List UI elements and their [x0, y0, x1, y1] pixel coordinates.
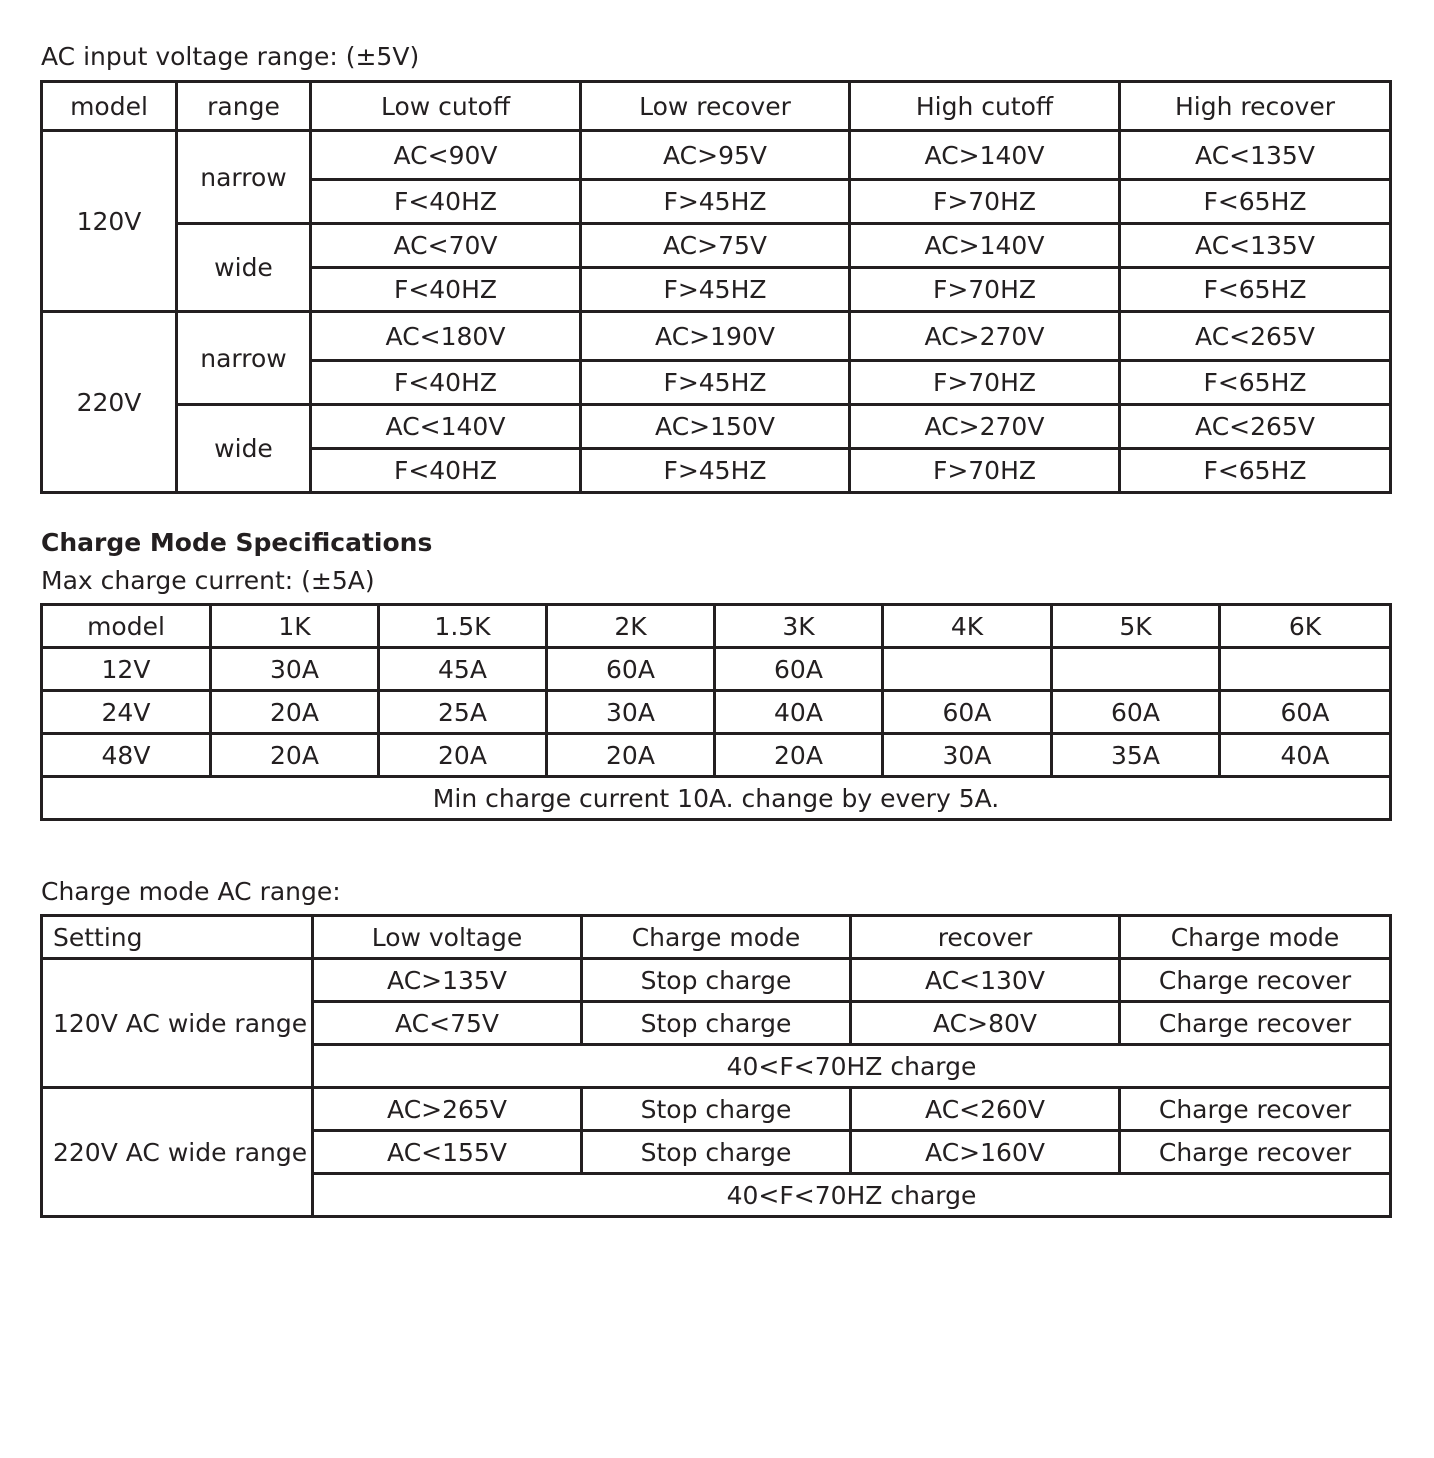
- table-header-row: [42, 605, 1391, 648]
- value-cell: F>45HZ: [581, 449, 850, 493]
- value-cell: AC>150V: [581, 405, 850, 449]
- header-cell: model: [42, 82, 177, 131]
- header-cell: 5K: [1052, 605, 1220, 648]
- value-cell: AC<140V: [311, 405, 581, 449]
- header-cell: model: [42, 605, 211, 648]
- value-cell: AC>190V: [581, 312, 850, 361]
- value-cell: 20A: [211, 691, 379, 734]
- value-cell: AC<90V: [311, 131, 581, 180]
- charge-current-table: [40, 603, 1392, 821]
- value-cell: 40A: [715, 691, 883, 734]
- header-cell: 4K: [883, 605, 1052, 648]
- table-footer-row: [42, 777, 1391, 820]
- range-cell: wide: [177, 224, 311, 312]
- value-cell: F>45HZ: [581, 180, 850, 224]
- table-row: [42, 648, 1391, 691]
- table-header-row: [42, 916, 1391, 959]
- frequency-note: 40<F<70HZ charge: [313, 1045, 1391, 1088]
- value-cell: 60A: [883, 691, 1052, 734]
- value-cell: Charge recover: [1120, 959, 1391, 1002]
- table-row: [42, 131, 1391, 180]
- value-cell: 45A: [379, 648, 547, 691]
- value-cell: F<40HZ: [311, 361, 581, 405]
- value-cell: AC>160V: [851, 1131, 1120, 1174]
- value-cell: 40A: [1220, 734, 1391, 777]
- header-cell: High recover: [1120, 82, 1391, 131]
- value-cell: AC>95V: [581, 131, 850, 180]
- value-cell: Charge recover: [1120, 1002, 1391, 1045]
- header-cell: Low recover: [581, 82, 850, 131]
- setting-cell: 120V AC wide range: [42, 959, 313, 1088]
- value-cell: AC<265V: [1120, 312, 1391, 361]
- value-cell: AC<155V: [313, 1131, 582, 1174]
- value-cell: 20A: [715, 734, 883, 777]
- footer-note: Min charge current 10A. change by every 5A.: [42, 777, 1391, 820]
- charge-mode-heading: Charge Mode Specifications: [41, 528, 433, 557]
- value-cell: F>70HZ: [850, 268, 1120, 312]
- value-cell: Stop charge: [582, 959, 851, 1002]
- header-cell: Charge mode: [1120, 916, 1391, 959]
- value-cell: Stop charge: [582, 1088, 851, 1131]
- value-cell: AC>270V: [850, 405, 1120, 449]
- value-cell: AC>75V: [581, 224, 850, 268]
- value-cell: AC>140V: [850, 224, 1120, 268]
- value-cell: F>70HZ: [850, 361, 1120, 405]
- range-cell: narrow: [177, 312, 311, 405]
- table-row: [42, 405, 1391, 449]
- value-cell: AC>135V: [313, 959, 582, 1002]
- value-cell: 25A: [379, 691, 547, 734]
- value-cell: F<40HZ: [311, 268, 581, 312]
- header-cell: range: [177, 82, 311, 131]
- value-cell: 30A: [211, 648, 379, 691]
- value-cell: F<65HZ: [1120, 361, 1391, 405]
- model-cell: 12V: [42, 648, 211, 691]
- value-cell: AC<70V: [311, 224, 581, 268]
- value-cell: 60A: [715, 648, 883, 691]
- setting-cell: 220V AC wide range: [42, 1088, 313, 1217]
- value-cell: 60A: [547, 648, 715, 691]
- header-cell: Low voltage: [313, 916, 582, 959]
- value-cell: AC>270V: [850, 312, 1120, 361]
- model-cell: 48V: [42, 734, 211, 777]
- table-row: [42, 959, 1391, 1002]
- header-cell: 3K: [715, 605, 883, 648]
- value-cell: AC<130V: [851, 959, 1120, 1002]
- range-cell: wide: [177, 405, 311, 493]
- value-cell: F>45HZ: [581, 361, 850, 405]
- value-cell: 60A: [1052, 691, 1220, 734]
- value-cell: [1052, 648, 1220, 691]
- header-cell: 6K: [1220, 605, 1391, 648]
- input-voltage-caption: AC input voltage range: (±5V): [41, 42, 420, 71]
- value-cell: 30A: [547, 691, 715, 734]
- value-cell: F<65HZ: [1120, 268, 1391, 312]
- header-cell: 2K: [547, 605, 715, 648]
- header-cell: Low cutoff: [311, 82, 581, 131]
- value-cell: AC<75V: [313, 1002, 582, 1045]
- charge-ac-range-table: [40, 914, 1392, 1218]
- charge-ac-range-caption: Charge mode AC range:: [41, 877, 341, 906]
- range-cell: narrow: [177, 131, 311, 224]
- value-cell: AC<260V: [851, 1088, 1120, 1131]
- model-cell: 120V: [42, 131, 177, 312]
- table-row: [42, 691, 1391, 734]
- value-cell: F<65HZ: [1120, 180, 1391, 224]
- value-cell: AC<135V: [1120, 224, 1391, 268]
- value-cell: [883, 648, 1052, 691]
- value-cell: 20A: [379, 734, 547, 777]
- value-cell: AC>80V: [851, 1002, 1120, 1045]
- value-cell: AC<135V: [1120, 131, 1391, 180]
- input-voltage-table: [40, 80, 1392, 494]
- value-cell: F<65HZ: [1120, 449, 1391, 493]
- value-cell: 35A: [1052, 734, 1220, 777]
- model-cell: 24V: [42, 691, 211, 734]
- table-row: [42, 1088, 1391, 1131]
- header-cell: 1K: [211, 605, 379, 648]
- value-cell: F<40HZ: [311, 449, 581, 493]
- value-cell: Charge recover: [1120, 1088, 1391, 1131]
- value-cell: AC>265V: [313, 1088, 582, 1131]
- value-cell: AC<180V: [311, 312, 581, 361]
- value-cell: 60A: [1220, 691, 1391, 734]
- value-cell: F>45HZ: [581, 268, 850, 312]
- value-cell: Stop charge: [582, 1002, 851, 1045]
- table-row: [42, 224, 1391, 268]
- value-cell: 30A: [883, 734, 1052, 777]
- value-cell: F<40HZ: [311, 180, 581, 224]
- value-cell: Stop charge: [582, 1131, 851, 1174]
- header-cell: Setting: [42, 916, 313, 959]
- value-cell: [1220, 648, 1391, 691]
- header-cell: 1.5K: [379, 605, 547, 648]
- value-cell: F>70HZ: [850, 180, 1120, 224]
- header-cell: recover: [851, 916, 1120, 959]
- header-cell: Charge mode: [582, 916, 851, 959]
- value-cell: Charge recover: [1120, 1131, 1391, 1174]
- header-cell: High cutoff: [850, 82, 1120, 131]
- value-cell: 20A: [211, 734, 379, 777]
- charge-current-caption: Max charge current: (±5A): [41, 566, 375, 595]
- table-header-row: [42, 82, 1391, 131]
- value-cell: AC<265V: [1120, 405, 1391, 449]
- model-cell: 220V: [42, 312, 177, 493]
- value-cell: 20A: [547, 734, 715, 777]
- value-cell: AC>140V: [850, 131, 1120, 180]
- frequency-note: 40<F<70HZ charge: [313, 1174, 1391, 1217]
- table-row: [42, 312, 1391, 361]
- table-row: [42, 734, 1391, 777]
- value-cell: F>70HZ: [850, 449, 1120, 493]
